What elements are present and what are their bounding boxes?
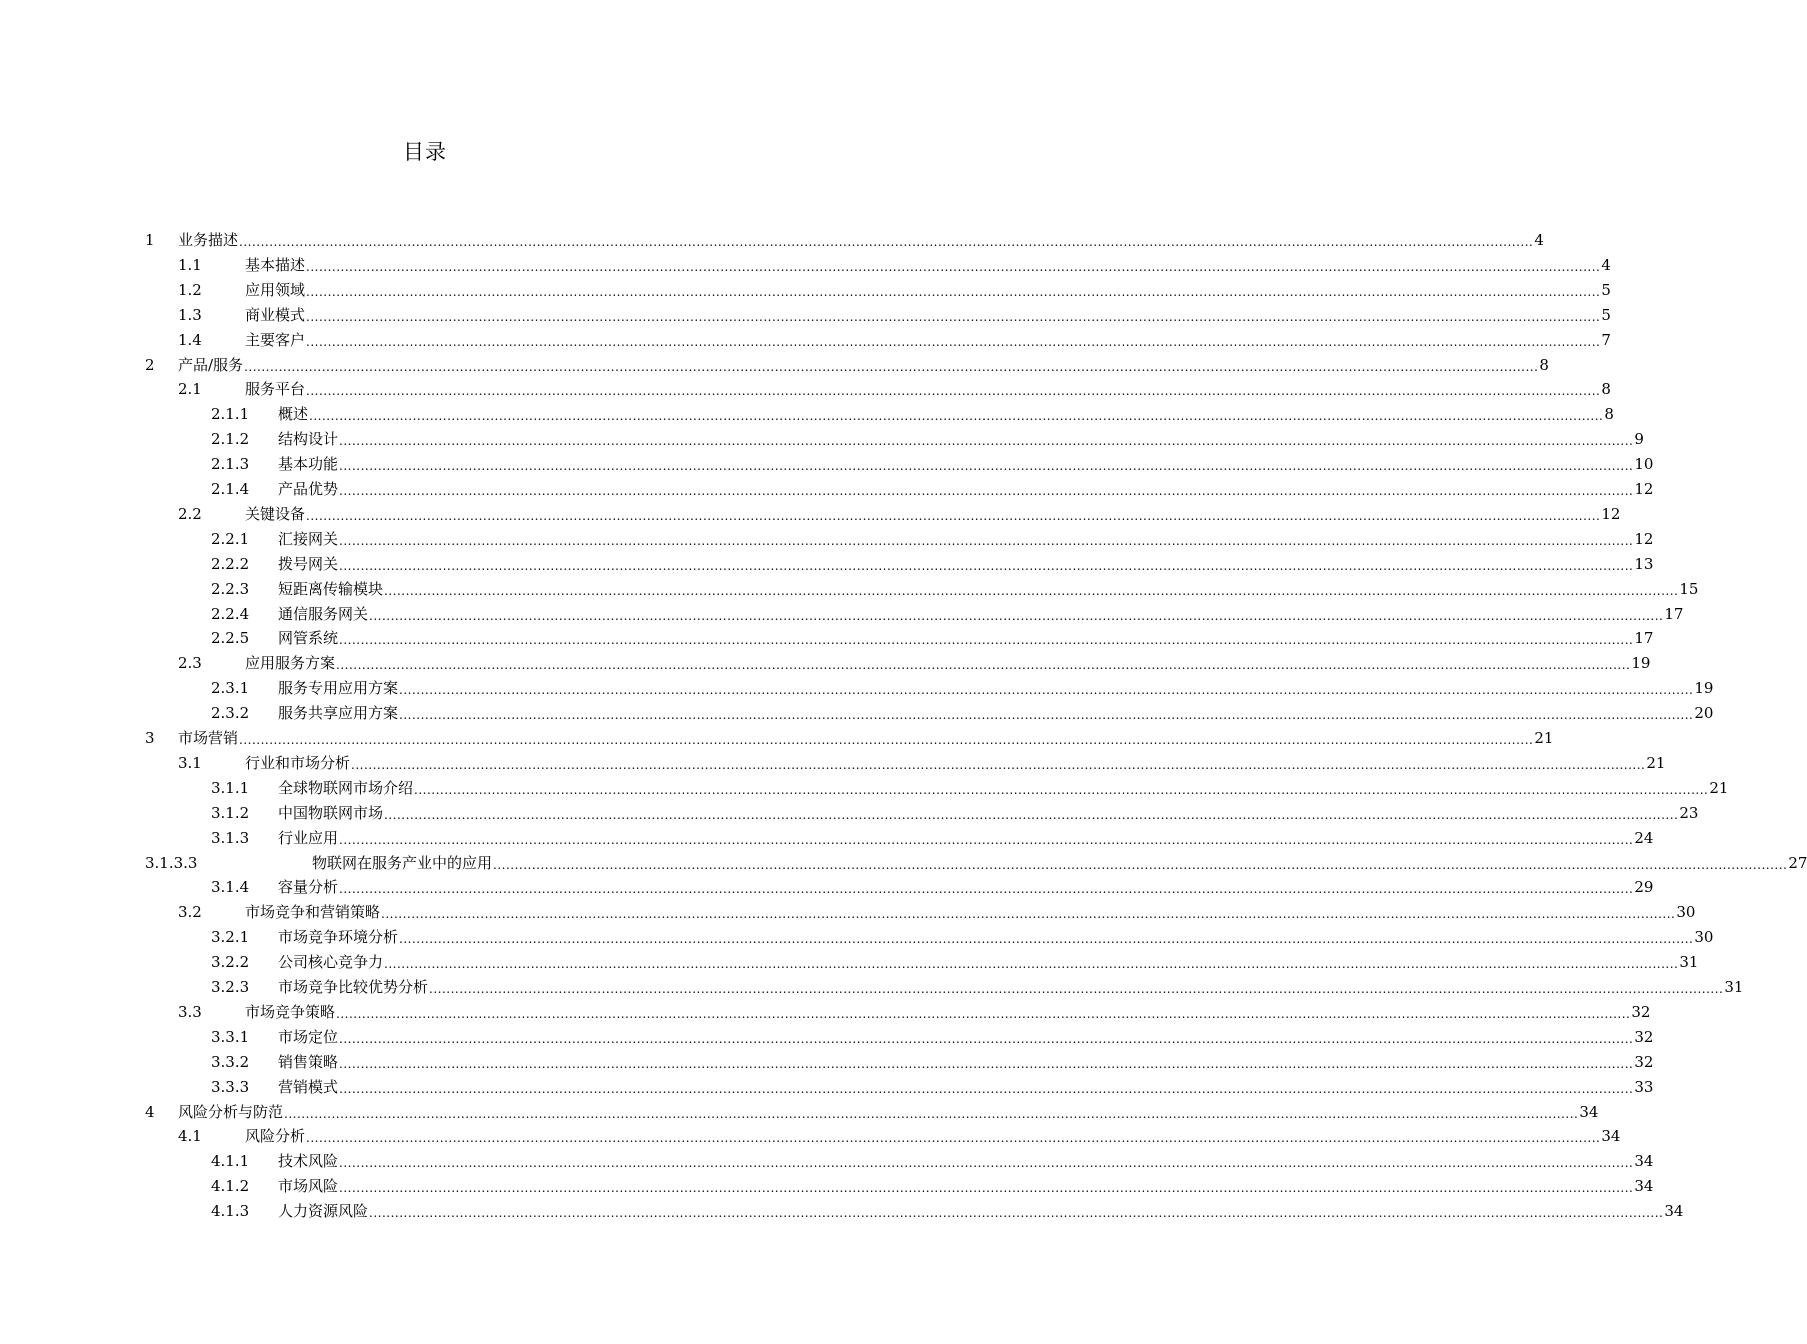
toc-entry-title: 营销模式 (278, 1077, 339, 1096)
toc-entry-title: 短距离传输模块 (278, 579, 384, 598)
toc-entry-page: 34 (1664, 1202, 1684, 1221)
toc-entry-title: 市场定位 (278, 1027, 339, 1046)
toc-entry-number: 1.1 (178, 255, 202, 274)
toc-entry-number: 2.3 (178, 654, 202, 673)
toc-entry-page: 10 (1634, 455, 1654, 474)
toc-entry-title: 容量分析 (278, 878, 339, 897)
toc-entry-number: 2.2.4 (211, 604, 250, 623)
toc-entry-title: 公司核心竞争力 (278, 953, 384, 972)
dot-leader: ............................................................................................................................................................................................................................................................................................................ (306, 334, 1601, 349)
toc-entry-title: 商业模式 (245, 305, 306, 324)
toc-entry[interactable] (211, 1022, 1654, 1047)
toc-entry-page: 32 (1634, 1027, 1654, 1046)
toc-entry-number: 4 (145, 1102, 155, 1121)
dot-leader: ............................................................................................................................................................................................................................................................................................................ (306, 384, 1601, 399)
toc-entry[interactable] (145, 848, 1807, 873)
toc-entry[interactable] (211, 449, 1654, 474)
toc-entry[interactable] (178, 325, 1611, 350)
dot-leader: ............................................................................................................................................................................................................................................................................................................ (339, 1081, 1634, 1096)
toc-entry-title: 基本功能 (278, 455, 339, 474)
dot-leader: ............................................................................................................................................................................................................................................................................................................ (336, 658, 1631, 673)
toc-entry-number: 3.2.3 (211, 978, 250, 996)
toc-entry-title: 关键设备 (245, 504, 306, 523)
toc-entry-page: 24 (1634, 828, 1654, 847)
toc-entry[interactable] (178, 748, 1666, 773)
toc-entry-page: 4 (1601, 255, 1611, 274)
dot-leader: ............................................................................................................................................................................................................................................................................................................ (399, 683, 1694, 698)
toc-entry-page: 33 (1634, 1077, 1654, 1096)
toc-entry-page: 31 (1724, 978, 1744, 996)
toc-entry-title: 应用服务方案 (245, 654, 336, 673)
toc-entry-title: 业务描述 (178, 231, 239, 249)
dot-leader: ............................................................................................................................................................................................................................................................................................................ (239, 733, 1534, 747)
toc-entry[interactable] (211, 424, 1644, 449)
dot-leader: ............................................................................................................................................................................................................................................................................................................ (339, 882, 1634, 897)
toc-entry[interactable] (211, 574, 1699, 599)
dot-leader: ............................................................................................................................................................................................................................................................................................................ (493, 857, 1788, 872)
dot-leader: ............................................................................................................................................................................................................................................................................................................ (306, 284, 1601, 299)
toc-entry-number: 2.2.3 (211, 579, 250, 598)
toc-entry[interactable] (178, 499, 1621, 524)
dot-leader: ............................................................................................................................................................................................................................................................................................................ (339, 484, 1634, 498)
toc-entry-title: 产品优势 (278, 480, 339, 498)
dot-leader: ............................................................................................................................................................................................................................................................................................................ (306, 309, 1601, 324)
toc-entry-page: 5 (1601, 280, 1611, 299)
toc-entry-number: 3.2 (178, 903, 202, 922)
toc-entry[interactable] (211, 947, 1699, 972)
toc-entry[interactable] (211, 1146, 1654, 1171)
dot-leader: ............................................................................................................................................................................................................................................................................................................ (306, 508, 1601, 523)
toc-entry-number: 3 (145, 729, 155, 747)
toc-entry[interactable] (211, 599, 1684, 624)
toc-entry[interactable] (145, 350, 1549, 375)
toc-entry-page: 29 (1634, 878, 1654, 897)
toc-entry-title: 市场竞争策略 (245, 1002, 336, 1021)
dot-leader: ............................................................................................................................................................................................................................................................................................................ (339, 459, 1634, 474)
toc-entry-title: 主要客户 (245, 330, 306, 349)
toc-entry-page: 7 (1601, 330, 1611, 349)
toc-entry-number: 3.1.3.3 (145, 853, 198, 872)
toc-entry-page: 27 (1788, 853, 1807, 872)
dot-leader: ............................................................................................................................................................................................................................................................................................................ (339, 533, 1634, 548)
toc-entry-number: 2.2.2 (211, 554, 250, 573)
toc-entry-title: 技术风险 (278, 1152, 339, 1171)
toc-entry-page: 13 (1634, 554, 1654, 573)
dot-leader: ............................................................................................................................................................................................................................................................................................................ (309, 409, 1604, 424)
toc-entry[interactable] (211, 798, 1699, 823)
toc-entry[interactable] (211, 698, 1714, 723)
toc-entry-title: 结构设计 (278, 430, 339, 449)
toc-entry[interactable] (178, 275, 1611, 300)
toc-entry-title: 行业和市场分析 (245, 753, 351, 772)
toc-entry[interactable] (145, 225, 1544, 250)
toc-entry[interactable] (211, 474, 1654, 499)
dot-leader: ............................................................................................................................................................................................................................................................................................................ (284, 1106, 1579, 1121)
toc-entry-page: 23 (1679, 803, 1699, 822)
toc-entry-title: 市场竞争环境分析 (278, 928, 399, 947)
toc-entry-page: 34 (1601, 1127, 1621, 1146)
toc-entry-page: 17 (1634, 629, 1654, 648)
toc-entry-number: 1.2 (178, 280, 202, 299)
toc-entry-title: 风险分析 (245, 1127, 306, 1146)
dot-leader: ............................................................................................................................................................................................................................................................................................................ (369, 1206, 1664, 1221)
toc-entry-number: 3.1.3 (211, 828, 250, 847)
dot-leader: ............................................................................................................................................................................................................................................................................................................ (339, 1031, 1634, 1046)
toc-entry-page: 30 (1694, 928, 1714, 947)
dot-leader: ............................................................................................................................................................................................................................................................................................................ (339, 1156, 1634, 1171)
toc-entry[interactable] (211, 823, 1654, 848)
dot-leader: ............................................................................................................................................................................................................................................................................................................ (399, 708, 1694, 723)
toc-entry-page: 8 (1539, 355, 1549, 374)
toc-entry-number: 3.1.4 (211, 878, 250, 897)
dot-leader: ............................................................................................................................................................................................................................................................................................................ (244, 359, 1539, 374)
toc-entry-page: 19 (1631, 654, 1651, 673)
toc-entry-title: 应用领域 (245, 280, 306, 299)
toc-entry-title: 市场营销 (178, 729, 239, 747)
toc-entry[interactable] (178, 250, 1611, 275)
toc-entry-page: 8 (1604, 405, 1614, 424)
toc-entry-title: 产品/服务 (178, 355, 244, 374)
dot-leader: ............................................................................................................................................................................................................................................................................................................ (336, 1006, 1631, 1021)
toc-entry-page: 8 (1601, 380, 1611, 399)
toc-entry-page: 31 (1679, 953, 1699, 972)
toc-entry-page: 30 (1676, 903, 1696, 922)
toc-entry[interactable] (211, 972, 1744, 997)
dot-leader: ............................................................................................................................................................................................................................................................................................................ (384, 957, 1679, 972)
toc-entry-title: 基本描述 (245, 255, 306, 274)
toc-entry-number: 3.1 (178, 753, 202, 772)
toc-entry-title: 行业应用 (278, 828, 339, 847)
toc-entry-page: 34 (1634, 1152, 1654, 1171)
toc-entry[interactable] (211, 549, 1654, 574)
dot-leader: ............................................................................................................................................................................................................................................................................................................ (429, 982, 1724, 996)
toc-entry-page: 5 (1601, 305, 1611, 324)
toc-entry[interactable] (211, 1047, 1654, 1072)
toc-entry-title: 销售策略 (278, 1052, 339, 1071)
dot-leader: ............................................................................................................................................................................................................................................................................................................ (239, 235, 1534, 249)
toc-entry[interactable] (178, 897, 1696, 922)
toc-entry[interactable] (178, 300, 1611, 325)
toc-entry-title: 市场竞争比较优势分析 (278, 978, 429, 996)
toc-entry-number: 2.3.1 (211, 679, 250, 698)
toc-entry-number: 3.3.1 (211, 1027, 250, 1046)
toc-entry-title: 中国物联网市场 (278, 803, 384, 822)
toc-entry-page: 19 (1694, 679, 1714, 698)
toc-entry-number: 3.2.2 (211, 953, 250, 972)
toc-entry-page: 12 (1601, 504, 1621, 523)
toc-entry-title: 风险分析与防范 (178, 1102, 284, 1121)
toc-entry-number: 2.2 (178, 504, 202, 523)
toc-entry-number: 3.1.2 (211, 803, 250, 822)
toc-entry-number: 2.1.4 (211, 480, 250, 498)
toc-entry-page: 15 (1679, 579, 1699, 598)
toc-entry-title: 全球物联网市场介绍 (278, 778, 414, 797)
page-title: 目录 (403, 140, 447, 164)
toc-entry-title: 网管系统 (278, 629, 339, 648)
toc-entry-number: 2.1.2 (211, 430, 250, 449)
toc-entry-number: 4.1.3 (211, 1202, 250, 1221)
toc-entry-number: 2.1.1 (211, 405, 250, 424)
toc-entry[interactable] (211, 773, 1729, 798)
toc-entry-title: 拨号网关 (278, 554, 339, 573)
dot-leader: ............................................................................................................................................................................................................................................................................................................ (339, 832, 1634, 847)
dot-leader: ............................................................................................................................................................................................................................................................................................................ (339, 1181, 1634, 1196)
toc-entry-number: 2.2.1 (211, 529, 250, 548)
toc-entry[interactable] (211, 872, 1654, 897)
toc-entry-number: 1.4 (178, 330, 202, 349)
toc-entry-number: 2.1 (178, 380, 202, 399)
toc-entry-number: 2.3.2 (211, 704, 250, 723)
toc-entry-number: 4.1.2 (211, 1177, 250, 1196)
toc-entry[interactable] (211, 1072, 1654, 1097)
toc-entry-number: 3.1.1 (211, 778, 250, 797)
toc-entry-title: 通信服务网关 (278, 604, 369, 623)
dot-leader: ............................................................................................................................................................................................................................................................................................................ (414, 782, 1709, 797)
dot-leader: ............................................................................................................................................................................................................................................................................................................ (339, 558, 1634, 573)
toc-entry-title: 服务平台 (245, 380, 306, 399)
toc-entry-page: 4 (1534, 231, 1544, 249)
toc-entry[interactable] (211, 922, 1714, 947)
toc-entry-number: 3.3.2 (211, 1052, 250, 1071)
toc-entry-title: 市场风险 (278, 1177, 339, 1196)
dot-leader: ............................................................................................................................................................................................................................................................................................................ (306, 1131, 1601, 1146)
toc-entry-page: 9 (1634, 430, 1644, 449)
toc-entry[interactable] (178, 1121, 1621, 1146)
dot-leader: ............................................................................................................................................................................................................................................................................................................ (339, 633, 1634, 648)
toc-entry-number: 4.1.1 (211, 1152, 250, 1171)
dot-leader: ............................................................................................................................................................................................................................................................................................................ (351, 757, 1646, 772)
dot-leader: ............................................................................................................................................................................................................................................................................................................ (306, 259, 1601, 274)
toc-entry-title: 服务专用应用方案 (278, 679, 399, 698)
toc-entry[interactable] (145, 1097, 1599, 1122)
toc-entry[interactable] (211, 399, 1614, 424)
toc-entry[interactable] (178, 648, 1651, 673)
dot-leader: ............................................................................................................................................................................................................................................................................................................ (384, 807, 1679, 822)
toc-entry[interactable] (178, 997, 1651, 1022)
toc-entry-number: 3.3.3 (211, 1077, 250, 1096)
toc-entry-page: 32 (1634, 1052, 1654, 1071)
toc-entry-page: 21 (1646, 753, 1666, 772)
toc-entry[interactable] (211, 1171, 1654, 1196)
toc-entry-page: 32 (1631, 1002, 1651, 1021)
toc-entry-number: 2 (145, 355, 155, 374)
toc-entry-number: 3.3 (178, 1002, 202, 1021)
toc-entry-page: 34 (1579, 1102, 1599, 1121)
toc-entry[interactable] (178, 374, 1611, 399)
toc-entry-number: 3.2.1 (211, 928, 250, 947)
toc-entry-page: 21 (1534, 729, 1554, 747)
toc-entry[interactable] (211, 1196, 1684, 1221)
dot-leader: ............................................................................................................................................................................................................................................................................................................ (399, 932, 1694, 947)
dot-leader: ............................................................................................................................................................................................................................................................................................................ (369, 608, 1664, 623)
toc-entry-page: 17 (1664, 604, 1684, 623)
toc-entry-title: 物联网在服务产业中的应用 (312, 853, 493, 872)
toc-entry-number: 2.1.3 (211, 455, 250, 474)
toc-entry-page: 21 (1709, 778, 1729, 797)
dot-leader: ............................................................................................................................................................................................................................................................................................................ (339, 1056, 1634, 1071)
toc-entry-number: 1 (145, 231, 155, 249)
toc-entry-title: 汇接网关 (278, 529, 339, 548)
toc-entry[interactable] (145, 723, 1554, 748)
dot-leader: ............................................................................................................................................................................................................................................................................................................ (381, 907, 1676, 922)
toc-entry-page: 34 (1634, 1177, 1654, 1196)
toc-entry[interactable] (211, 623, 1654, 648)
toc-entry-title: 服务共享应用方案 (278, 704, 399, 723)
toc-entry[interactable] (211, 524, 1654, 549)
toc-entry[interactable] (211, 673, 1714, 698)
toc-entry-title: 概述 (278, 405, 309, 424)
toc-entry-page: 12 (1634, 529, 1654, 548)
toc-entry-title: 人力资源风险 (278, 1202, 369, 1221)
toc-entry-page: 20 (1694, 704, 1714, 723)
toc-entry-title: 市场竞争和营销策略 (245, 903, 381, 922)
dot-leader: ............................................................................................................................................................................................................................................................................................................ (384, 583, 1679, 598)
toc-entry-number: 1.3 (178, 305, 202, 324)
toc-entry-page: 12 (1634, 480, 1654, 498)
toc-entry-number: 4.1 (178, 1127, 202, 1146)
toc-entry-number: 2.2.5 (211, 629, 250, 648)
dot-leader: ............................................................................................................................................................................................................................................................................................................ (339, 434, 1634, 449)
